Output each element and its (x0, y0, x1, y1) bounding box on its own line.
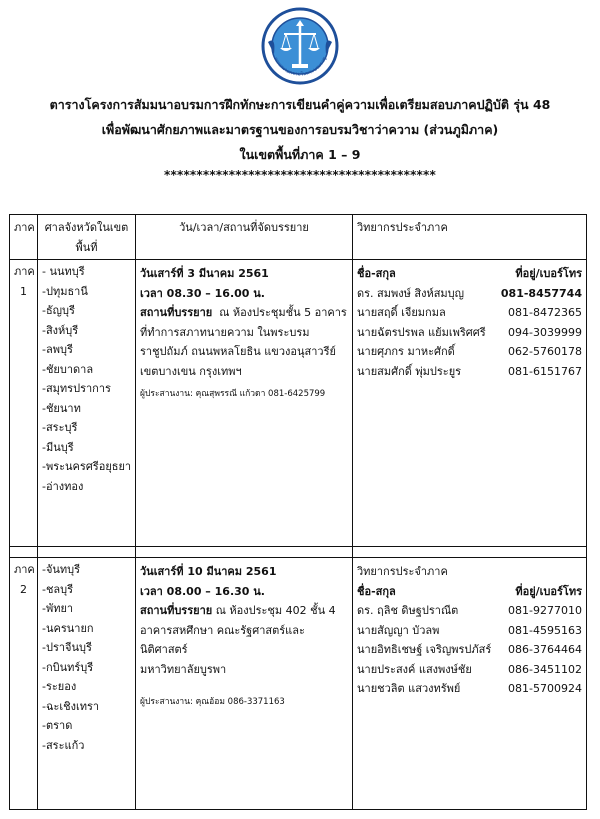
lecturer-name-header: ชื่อ-สกุล (357, 267, 396, 280)
coordinator-note: ผู้ประสานงาน: คุณอ้อม 086-3371163 (140, 697, 285, 707)
province-item: -ปทุมธานี (42, 284, 88, 298)
datetime-venue-cell (136, 558, 353, 810)
province-item: -จันทบุรี (42, 563, 81, 576)
lecturer-phone: 081-9277010 (508, 604, 582, 617)
lecturer-row (357, 284, 582, 304)
lecturer-name: นายประสงค์ แสงพงษ์ชัย (357, 662, 472, 676)
province-item: -พระนครศรีอยุธยา (42, 460, 132, 473)
lecturer-phone-header: ที่อยู่/เบอร์โทร (515, 267, 582, 280)
lecturer-phone: 081-5700924 (508, 682, 582, 695)
header-lecturers: วิทยากรประจำภาค (353, 215, 587, 260)
venue-line: อาคารสหศึกษา คณะรัฐศาสตร์และนิติศาสตร์ (140, 623, 305, 656)
venue-line: เขตบางเขน กรุงเทพฯ (140, 364, 242, 378)
lecturers-cell (353, 558, 587, 810)
venue-line: ราชูปถัมภ์ ถนนพหลโยธิน แขวงอนุสาวรีย์ (140, 345, 336, 358)
header-datetime-venue: วัน/เวลา/สถานที่จัดบรรยาย (136, 215, 353, 260)
lecturer-header-row (357, 262, 582, 284)
lecturer-phone: 062-5760178 (508, 345, 582, 358)
lecturer-row (357, 660, 582, 680)
lecturer-name: นายสัญญา บัวลพ (357, 623, 440, 637)
lecturer-name: นายอิทธิเชษฐ์ เจริญพรปภัสร์ (357, 643, 492, 656)
header-provinces: ศาลจังหวัดในเขตพื้นที่ (38, 215, 136, 260)
lecturer-name: นายสมศักดิ์ พุ่มประยูร (357, 364, 462, 378)
event-date: วันเสาร์ที่ 10 มีนาคม 2561 (140, 565, 277, 578)
lecturer-row (357, 342, 582, 362)
lecturer-name: นายชวลิต แสวงทรัพย์ (357, 682, 461, 695)
lecturer-header-row (357, 582, 582, 602)
province-item: -ลพบุรี (42, 343, 73, 356)
province-item: -ชัยบาดาล (42, 362, 94, 376)
province-item: -กบินทร์บุรี (42, 660, 94, 674)
coordinator-note: ผู้ประสานงาน: คุณสุพรรณี แก้วดา 081-6425799 (140, 389, 326, 399)
lecturer-phone: 081-6151767 (508, 364, 582, 378)
region-cell (10, 558, 38, 810)
provinces-cell (38, 558, 136, 810)
province-item: -พัทยา (42, 602, 74, 615)
lecturer-row (357, 303, 582, 323)
lecturer-phone: 086-3451102 (508, 662, 582, 676)
venue-line: มหาวิทยาลัยบูรพา (140, 662, 227, 676)
schedule-table (9, 214, 587, 810)
venue-line: ณ ห้องประชุมชั้น 5 อาคาร (219, 306, 347, 319)
venue-label: สถานที่บรรยาย (140, 604, 213, 617)
province-item: -ปราจีนบุรี (42, 641, 92, 654)
province-item: -อ่างทอง (42, 479, 84, 493)
table-spacer-row (10, 547, 587, 558)
lecturer-name: นายศุภกร มาหะศักดิ์ (357, 345, 455, 358)
lecturer-row (357, 323, 582, 343)
title-separator-stars: ****************************************** (164, 168, 436, 182)
lecturer-row (357, 679, 582, 699)
province-item: -สระแก้ว (42, 738, 85, 752)
document-title-line-2: เพื่อพัฒนาศักยภาพและมาตรฐานของการอบรมวิชาว่าความ (ส่วนภูมิภาค) (101, 122, 499, 137)
province-item: -สิงห์บุรี (42, 323, 79, 337)
lecturer-phone: 094-3039999 (508, 325, 582, 339)
datetime-venue-cell (136, 260, 353, 547)
lecturers-cell (353, 260, 587, 547)
province-item: -ตราด (42, 719, 73, 732)
province-item: -สระบุรี (42, 421, 78, 434)
provinces-cell (38, 260, 136, 547)
province-item: -ชลบุรี (42, 582, 74, 596)
lawyers-council-seal-icon (260, 6, 340, 86)
lecturer-phone: 086-3764464 (508, 643, 582, 656)
event-date: วันเสาร์ที่ 3 มีนาคม 2561 (140, 267, 269, 280)
lecturer-phone: 081-8472365 (508, 306, 582, 319)
lecturer-name: นายสฤดิ์ เจียมกมล (357, 306, 446, 319)
province-item: -ฉะเชิงเทรา (42, 699, 100, 713)
province-item: -ชัยนาท (42, 401, 81, 415)
province-item: -สมุทรปราการ (42, 382, 111, 395)
province-item: - นนทบุรี (42, 265, 85, 278)
lecturer-row (357, 362, 582, 382)
event-time: เวลา 08.30 – 16.00 น. (140, 286, 265, 300)
lecturer-section-title: วิทยากรประจำภาค (357, 565, 448, 578)
document-title-line-1: ตารางโครงการสัมมนาอบรมการฝึกทักษะการเขียนคำคู่ความเพื่อเตรียมสอบภาคปฏิบัติ รุ่น 48 (49, 97, 551, 112)
province-item: -นครนายก (42, 621, 94, 635)
province-item: -ระยอง (42, 680, 77, 693)
table-row (10, 260, 587, 547)
region-number: 2 (20, 582, 27, 596)
venue-line: ณ ห้องประชุม 402 ชั้น 4 (215, 604, 336, 617)
venue-line: ที่ทำการสภาทนายความ ในพระบรม (140, 325, 310, 339)
region-label: ภาค (14, 265, 35, 278)
table-header-row (10, 215, 587, 260)
lecturer-row (357, 640, 582, 660)
lecturer-name: ดร. สมพงษ์ สิงห์สมบุญ (357, 286, 465, 300)
lecturer-phone: 081-8457744 (500, 286, 582, 300)
region-cell (10, 260, 38, 547)
lecturer-phone-header: ที่อยู่/เบอร์โทร (515, 584, 582, 598)
lecturer-name-header: ชื่อ-สกุล (357, 584, 396, 598)
lecturer-name: นายฉัตรปรพล แย้มเพริศศรี (357, 325, 486, 339)
region-number: 1 (20, 284, 27, 298)
header-region: ภาค (10, 215, 38, 260)
lecturer-row (357, 601, 582, 621)
province-item: -ธัญบุรี (42, 304, 75, 317)
event-time: เวลา 08.00 – 16.30 น. (140, 584, 265, 598)
venue-label: สถานที่บรรยาย (140, 306, 213, 319)
lecturer-phone: 081-4595163 (508, 623, 582, 637)
lecturer-row (357, 621, 582, 641)
svg-text:สภาทนายความในพระบรมราชูปถัมภ์: สภาทนายความในพระบรมราชู (272, 56, 328, 78)
document-title-line-3: ในเขตพื้นที่ภาค 1 – 9 (239, 147, 361, 162)
region-label: ภาค (14, 563, 35, 576)
table-row (10, 558, 587, 810)
lecturer-name: ดร. ฤลิช ดิษฐปราณีต (357, 604, 459, 617)
province-item: -มีนบุรี (42, 440, 74, 454)
